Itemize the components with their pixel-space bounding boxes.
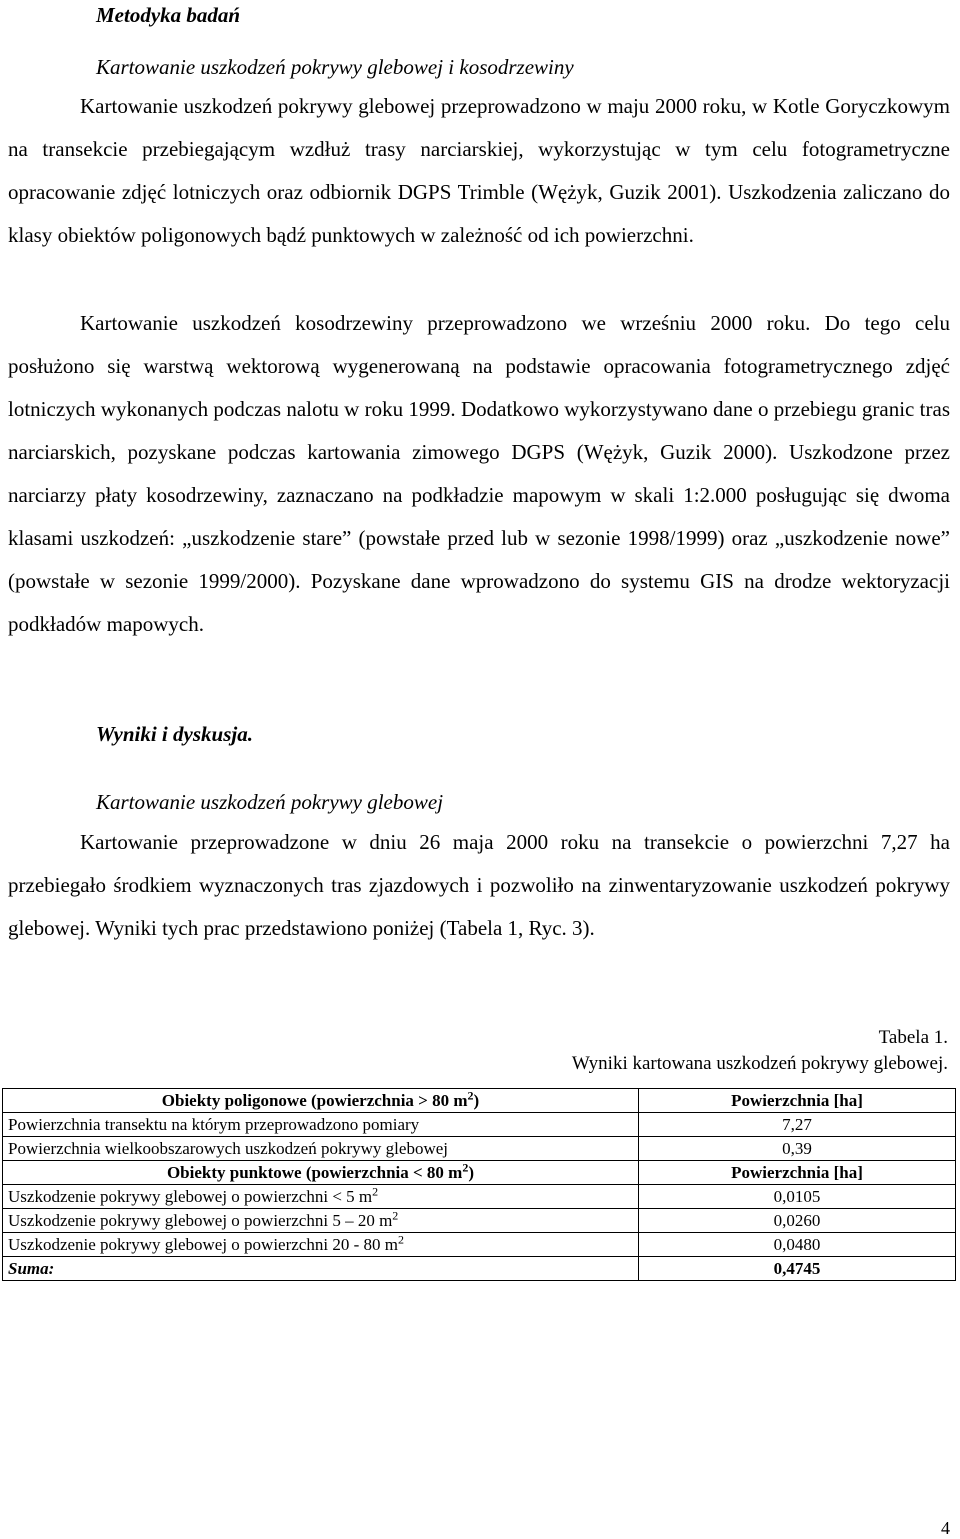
row-label: Powierzchnia transektu na którym przeprowadzono pomiary — [3, 1113, 639, 1137]
table-label: Tabela 1. — [878, 1027, 948, 1048]
paragraph-methods-1: Kartowanie uszkodzeń pokrywy glebowej przeprowadzono w maju 2000 roku, w Kotle Goryczkowym na transekcie przebiegającym wzdłuż trasy narciarskiej, wykorzystując w tym celu fotogrametryczne opracowanie zdjęć lotniczych oraz odbiornik DGPS Trimble (Wężyk, Guzik 2001). Uszkodzenia zaliczano do klasy obiektów poligonowych bądź punktowych w zależność od ich powierzchni. — [8, 94, 950, 247]
section-title-results: Wyniki i dyskusja. — [96, 722, 253, 746]
table-row — [3, 1137, 956, 1161]
row-label: Uszkodzenie pokrywy glebowej o powierzchni 5 – 20 $m^2$ — [3, 1209, 639, 1233]
row-label: Uszkodzenie pokrywy glebowej o powierzchni 20 - 80 $m^2$ — [3, 1233, 639, 1257]
group-header-unit: Powierzchnia [ha] — [639, 1161, 956, 1185]
table-row — [3, 1113, 956, 1137]
paragraph-results-1: Kartowanie przeprowadzone w dniu 26 maja 2000 roku na transekcie o powierzchni 7,27 ha przebiegało środkiem wyznaczonych tras zjazdowych i pozwoliło na zinwentaryzowanie uszkodzeń pokrywy glebowej. Wyniki tych prac przedstawiono poniżej (Tabela 1, Ryc. 3). — [8, 830, 950, 940]
group-header-label: Obiekty poligonowe (powierzchnia > 80 $m^2$) — [3, 1089, 639, 1113]
subsection-title-soil-damage: Kartowanie uszkodzeń pokrywy glebowej — [96, 790, 444, 814]
subsection-title-mapping: Kartowanie uszkodzeń pokrywy glebowej i kosodrzewiny — [96, 55, 574, 79]
group-header-unit: Powierzchnia [ha] — [639, 1089, 956, 1113]
table-row — [3, 1185, 956, 1209]
sum-label: Suma: — [3, 1257, 639, 1281]
row-value: 7,27 — [639, 1113, 956, 1137]
paragraph-methods-2: Kartowanie uszkodzeń kosodrzewiny przeprowadzono we wrześniu 2000 roku. Do tego celu posłużono się warstwą wektorową wygenerowaną na podstawie opracowania fotogrametrycznego zdjęć lotniczych wykonanych podczas nalotu w roku 1999. Dodatkowo wykorzystywano dane o przebiegu granic tras narciarskich, pozyskane podczas kartowania zimowego DGPS (Wężyk, Guzik 2000). Uszkodzone przez narciarzy płaty kosodrzewiny, zaznaczano na podkładzie mapowym w skali 1:2.000 posługując się dwoma klasami uszkodzeń: „uszkodzenie stare” (powstałe przed lub w sezonie 1998/1999) oraz „uszkodzenie nowe” (powstałe w sezonie 1999/2000). Pozyskane dane wprowadzono do systemu GIS na drodze wektoryzacji podkładów mapowych. — [8, 311, 950, 636]
row-label: Powierzchnia wielkoobszarowych uszkodzeń pokrywy glebowej — [3, 1137, 639, 1161]
table-row — [3, 1233, 956, 1257]
row-label: Uszkodzenie pokrywy glebowej o powierzchni < 5 $m^2$ — [3, 1185, 639, 1209]
sum-value: 0,4745 — [639, 1257, 956, 1281]
page-number: 4 — [941, 1518, 950, 1538]
row-value: 0,39 — [639, 1137, 956, 1161]
row-value: 0,0260 — [639, 1209, 956, 1233]
row-value: 0,0480 — [639, 1233, 956, 1257]
table-sum-row — [3, 1257, 956, 1281]
table-caption: Wyniki kartowana uszkodzeń pokrywy glebowej. — [571, 1053, 948, 1074]
table-group-header — [3, 1161, 956, 1185]
row-value: 0,0105 — [639, 1185, 956, 1209]
section-title-methods: Metodyka badań — [96, 3, 241, 27]
group-header-label: Obiekty punktowe (powierzchnia < 80 $m^2$) — [3, 1161, 639, 1185]
table-group-header — [3, 1089, 956, 1113]
results-table — [2, 1088, 956, 1281]
table-row — [3, 1209, 956, 1233]
